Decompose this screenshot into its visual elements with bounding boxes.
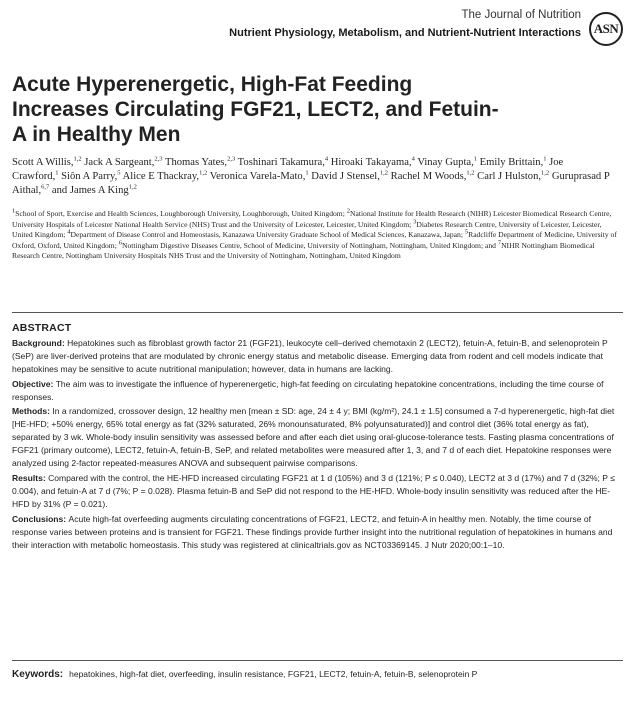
author-name: Thomas Yates, [164,157,228,168]
author-name: Toshinari Takamura, [237,157,325,168]
author-name: David J Stensel, [311,171,380,182]
keywords-text: hepatokines, high-fat diet, overfeeding, insulin resistance, FGF21, LECT2, fetuin-A, fetuin-B, selenoprotein P [69,669,478,679]
author-name: Alice E Thackray, [122,171,200,182]
author-affiliation-marker: 1,2 [199,169,208,177]
author-name: and James A King [51,185,129,196]
affiliation-text: Radcliffe Department of Medicine, University of Oxford, Oxford, United Kingdom; [12,230,617,250]
author-name: Hiroaki Takayama, [330,157,412,168]
abstract-section-label: Objective: [12,378,56,389]
affiliation-text: Diabetes Research Centre, University of Leicester, Leicester, United Kingdom; [12,219,602,239]
abstract [12,322,623,553]
journal-name: The Journal of Nutrition [461,9,581,21]
author-name: Emily Brittain, [479,157,544,168]
author-affiliation-marker: 4 [411,155,415,163]
author-name: Scott A Willis, [12,157,74,168]
affiliation-text: Department of Disease Control and Homeostasis, Kanazawa University Graduate School of Medical Sciences, Kanazawa, Japan; [70,230,463,239]
abstract-heading: ABSTRACT [12,322,72,334]
author-affiliation-marker: 1,2 [379,169,388,177]
author-name: Guruprasad P Aithal, [12,171,610,196]
article-title: Acute Hyperenergetic, High-Fat Feeding Increases Circulating FGF21, LECT2, and Fetuin-A in Healthy Men [12,73,499,146]
affiliation-marker: 2 [346,207,350,215]
abstract-section [12,378,623,404]
author-name: Vinay Gupta, [417,157,474,168]
affiliation-marker: 6 [118,238,122,246]
author-affiliation-marker: 1 [55,169,59,177]
asn-logo: ASN [589,12,623,46]
affiliation-marker: 5 [464,228,469,236]
abstract-section [12,337,623,376]
abstract-section-text: The aim was to investigate the influence of hyperenergetic, high-fat feeding on circulating hepatokine concentrations, including the time course of responses. [12,378,604,402]
author-name: Siôn A Parry, [61,171,118,182]
abstract-section-text: In a randomized, crossover design, 12 healthy men [mean ± SD: age, 24 ± 4 y; BMI (kg/m²), 24.1 ± 1.5] consumed a 7-d hyperenergetic, high-fat diet [HE-HFD; +50% energy, 65% total energy as fat (32% saturated, 26% monounsaturated, 8% polyunsaturated)] and control diet (36% total energy as fat), separated by 3 wk. Whole-body insulin sensitivity was assessed before and after each diet using oral-glucose-tolerance tests. Fasting plasma concentrations of FGF21 (primary outcome), LECT2, fetuin-A, fetuin-B, SeP, and related metabolites were measured after 1, 3, and 7 d of each diet. Hepatokine responses were analyzed using 2-factor repeated-measures ANOVA and subsequent pairwise comparisons. [12,406,615,469]
author-name: Rachel M Woods, [390,171,467,182]
affiliation-text: National Institute for Health Research (NIHR) Leicester Biomedical Research Centre, University Hospitals of Leicester National Health Service (NHS) Trust and the University of Leicester, Leicester, United Kingdom; [12,209,612,229]
author-affiliation-marker: 5 [117,169,121,177]
affiliation-marker: 3 [413,217,417,225]
author-affiliation-marker: 1 [305,169,309,177]
abstract-section-text: Acute high-fat overfeeding augments circulating concentrations of FGF21, LECT2, and fetuin-A in healthy men. Notably, the time course of response varies between proteins and is transient for FGF21. These findings provide further insight into the nutritional regulation of hepatokines in humans and their interaction with metabolic homeostasis. This study was registered at clinicaltrials.gov as NCT03369145. J Nutr 2020;00:1–10. [12,513,613,550]
author-list [12,156,612,198]
abstract-section-text: Compared with the control, the HE-HFD increased circulating FGF21 at 1 d (105%) and 3 d (121%; P ≤ 0.040), LECT2 at 3 d (17%) and 7 d (32%; P ≤ 0.004), and fetuin-A at 7 d (7%; P = 0.028). Plasma fetuin-B and SeP did not respond to the HE-HFD. Whole-body insulin sensitivity was reduced after the HE-HFD by 31% (P = 0.021). [12,472,615,509]
author-affiliation-marker: 1,2 [466,169,475,177]
abstract-body [12,337,623,552]
divider-top [12,312,623,313]
journal-section: Nutrient Physiology, Metabolism, and Nutrient-Nutrient Interactions [229,27,581,39]
affiliation-text: Nottingham Digestive Diseases Centre, School of Medicine, University of Nottingham, Nottingham, United Kingdom; and [121,240,496,250]
author-affiliation-marker: 1,2 [541,169,550,177]
keywords-label: Keywords: [12,669,64,680]
abstract-section-label: Background: [12,337,68,348]
abstract-section-text: Hepatokines such as fibroblast growth factor 21 (FGF21), leukocyte cell–derived chemotaxin 2 (LECT2), fetuin-A, fetuin-B, and selenoprotein P (SeP) are liver-derived proteins that are modulated by chronic energy status and metabolic disease. Emerging data from rodent and cell models indicate that hepatokines may be sensitive to acute nutritional manipulation; however, data in humans are lacking. [12,337,608,374]
abstract-section [12,513,623,552]
divider-bottom [12,660,623,661]
author-affiliation-marker: 6,7 [41,183,50,191]
author-affiliation-marker: 1,2 [128,183,137,191]
author-affiliation-marker: 1,2 [73,155,82,163]
abstract-section-label: Methods: [12,406,53,417]
author-affiliation-marker: 2,3 [227,155,236,163]
author-name: Veronica Varela-Mato, [209,171,306,182]
affiliation-text: NIHR Nottingham Biomedical Research Centre, Nottingham University Hospitals NHS Trust and the University of Nottingham, Nottingham, United Kingdom [12,240,595,260]
abstract-section-label: Conclusions: [12,513,69,524]
author-affiliation-marker: 2,3 [154,155,163,163]
abstract-section-label: Results: [12,472,49,483]
journal-header [229,8,581,40]
author-name: Joe Crawford, [12,157,564,182]
affiliation-marker: 7 [497,238,502,246]
abstract-section [12,472,623,511]
author-affiliation-marker: 1 [543,155,547,163]
keywords [12,668,623,681]
affiliation-marker: 1 [12,207,16,215]
affiliation-marker: 4 [67,228,71,236]
author-affiliation-marker: 1 [473,155,478,163]
author-name: Carl J Hulston, [477,171,542,182]
author-name: Jack A Sargeant, [84,157,155,168]
abstract-section [12,405,623,470]
author-affiliation-marker: 4 [324,155,329,163]
affiliation-text: School of Sport, Exercise and Health Sciences, Loughborough University, Loughborough, United Kingdom; [15,209,345,218]
affiliations [12,209,624,262]
